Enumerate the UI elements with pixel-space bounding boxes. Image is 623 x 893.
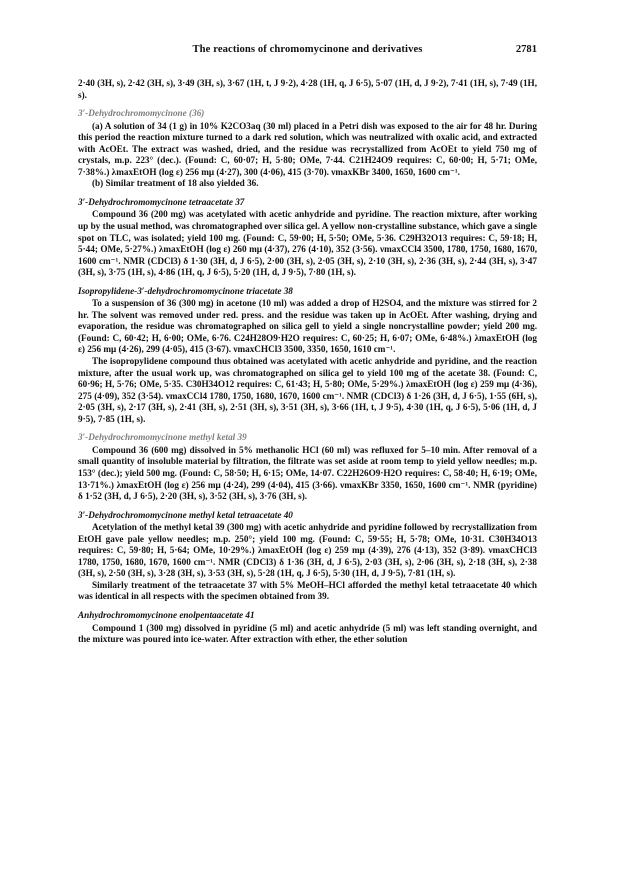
body-paragraph: Acetylation of the methyl ketal 39 (300 mg) with acetic anhydride and pyridine followed by recrystallization from EtOH gave pale yellow needles; m.p. 250°; yield 100 mg. (Found: C, 59·55; H, 5·78; OMe, 10·31. C30H34O13 requires: C, 59·80; H, 5·64; OMe, 10·29%.) λmaxEtOH (log ε) 259 mμ (4·39), 276 (4·13), 352 (3·89). νmaxCHCl3 1780, 1750, 1680, 1670, 1600 cm⁻¹. NMR (CDCl3) δ 1·36 (3H, d, J 6·5), 2·03 (3H, s), 2·06 (3H, s), 2·18 (3H, s), 2·38 (3H, s), 2·50 (3H, s), 3·28 (3H, s), 3·53 (3H, s), 5·28 (1H, q, J 6·5), 5·30 (1H, d, J 9·5), 7·81 (1H, s).: [78, 522, 537, 579]
header-title: The reactions of chromomycinone and derivatives: [192, 44, 423, 55]
section-heading: Anhydrochromomycinone enolpentaacetate 41: [78, 609, 255, 620]
body-paragraph: Compound 36 (600 mg) dissolved in 5% methanolic HCl (60 ml) was refluxed for 5–10 min. After removal of a small quantity of insoluble material by filtration, the filtrate was set aside at room temp to yield yellow needles; m.p. 153° (dec.); yield 500 mg. (Found: C, 58·50; H, 6·15; OMe, 14·07. C22H26O9·H2O requires: C, 58·40; H, 6·19; OMe, 13·71%.) λmaxEtOH (log ε) 256 mμ (4·24), 299 (4·04), 415 (3·66). νmaxKBr 3350, 1650, 1600 cm⁻¹. NMR (pyridine) δ 1·52 (3H, d, J 6·5), 2·20 (3H, s), 3·52 (3H, s), 3·76 (3H, s).: [78, 444, 537, 502]
section-heading: Isopropylidene-3′-dehydrochromomycinone triacetate 38: [78, 285, 293, 296]
running-header: [78, 44, 537, 60]
section-heading: 3′-Dehydrochromomycinone methyl ketal 39: [78, 432, 247, 443]
body-paragraph: (a) A solution of 34 (1 g) in 10% K2CO3aq (30 ml) placed in a Petri dish was exposed to the air for 48 hr. During this period the reaction mixture turned to a dark red solution, which was neutralized with oxalic acid, and extracted with AcOEt. The extract was washed, dried, and the residue was recrystallized from AcOEt to yield 750 mg of crystals, m.p. 223° (dec.). (Found: C, 60·07; H, 5·80; OMe, 7·44. C21H24O9 requires: C, 60·00; H, 5·71; OMe, 7·38%.) λmaxEtOH (log ε) 256 mμ (4·27), 300 (4·06), 415 (3·70). νmaxKBr 3400, 1650, 1600 cm⁻¹.: [78, 120, 537, 177]
body-paragraph: Compound 36 (200 mg) was acetylated with acetic anhydride and pyridine. The reaction mixture, after working up by the usual method, was chromatographed over silica gel. A yellow non-crystalline substance, which gave a single spot on TLC, was isolated; yield 100 mg. (Found: C, 59·00; H, 5·50; OMe, 5·36. C29H32O13 requires: C, 59·18; H, 5·44; OMe, 5·27%.) λmaxEtOH (log ε) 260 mμ (4·37), 276 (4·10), 352 (3·56). νmaxCCl4 3500, 1780, 1750, 1680, 1670, 1600 cm⁻¹. NMR (CDCl3) δ 1·30 (3H, d, J 6·5), 2·00 (3H, s), 2·05 (3H, s), 2·10 (3H, s), 2·36 (3H, s), 2·44 (3H, s), 3·47 (3H, s), 3·75 (1H, s), 4·86 (1H, q, J 6·5), 5·20 (1H, d, J 9·5), 7·80 (1H, s).: [78, 209, 537, 278]
body-text: [78, 78, 537, 646]
page-number: 2781: [515, 44, 537, 55]
section-heading: 3′-Dehydrochromomycinone tetraacetate 37: [78, 196, 245, 207]
section-heading: 3′-Dehydrochromomycinone methyl ketal tetraacetate 40: [78, 509, 293, 520]
section-heading: 3′-Dehydrochromomycinone (36): [78, 108, 205, 119]
body-paragraph: Similarly treatment of the tetraacetate 37 with 5% MeOH–HCl afforded the methyl ketal tetraacetate 40 which was identical in all respects with the specimen obtained from 39.: [78, 579, 537, 602]
body-paragraph: (b) Similar treatment of 18 also yielded 36.: [92, 178, 259, 189]
body-paragraph: To a suspension of 36 (300 mg) in acetone (10 ml) was added a drop of H2SO4, and the mixture was stirred for 2 hr. The solvent was removed under red. press. and the residue was taken up in AcOEt. After washing, drying and evaporation, the residue was chromatographed on silica gell to yield a single noncrystalline powder; yield 200 mg. (Found: C, 60·42; H, 6·00; OMe, 6·76. C24H28O9·H2O requires: C, 60·25; H, 6·07; OMe, 6·48%.) λmaxEtOH (log ε) 256 mμ (4·26), 299 (4·05), 415 (3·67). νmaxCHCl3 3500, 3350, 1650, 1610 cm⁻¹.: [78, 298, 537, 355]
body-paragraph: The isopropylidene compound thus obtained was acetylated with acetic anhydride and pyridine, and the reaction mixture, after the usual work up, was chromatographed on silica gel to yield 100 mg of the acetate 38. (Found: C, 60·96; H, 5·76; OMe, 5·35. C30H34O12 requires: C, 61·43; H, 5·80; OMe, 5·29%.) λmaxEtOH (log ε) 259 mμ (4·36), 275 (4·09), 352 (3·54). νmaxCCl4 1780, 1750, 1680, 1670, 1600 cm⁻¹. NMR (CDCl3) δ 1·26 (3H, d, J 6·5), 1·55 (6H, s), 2·05 (3H, s), 2·17 (3H, s), 2·41 (3H, s), 2·51 (3H, s), 3·51 (3H, s), 3·66 (1H, t, J 9·5), 4·30 (1H, q, J 6·5), 5·06 (1H, d, J 9·5), 7·85 (1H, s).: [78, 356, 537, 424]
body-paragraph: Compound 1 (300 mg) dissolved in pyridine (5 ml) and acetic anhydride (5 ml) was left standing overnight, and the mixture was poured into ice-water. After extraction with ether, the ether solution: [78, 622, 537, 645]
body-paragraph: 2·40 (3H, s), 2·42 (3H, s), 3·49 (3H, s), 3·67 (1H, t, J 9·2), 4·28 (1H, q, J 6·5), 5·07 (1H, d, J 9·2), 7·41 (1H, s), 7·49 (1H, s).: [78, 78, 537, 100]
